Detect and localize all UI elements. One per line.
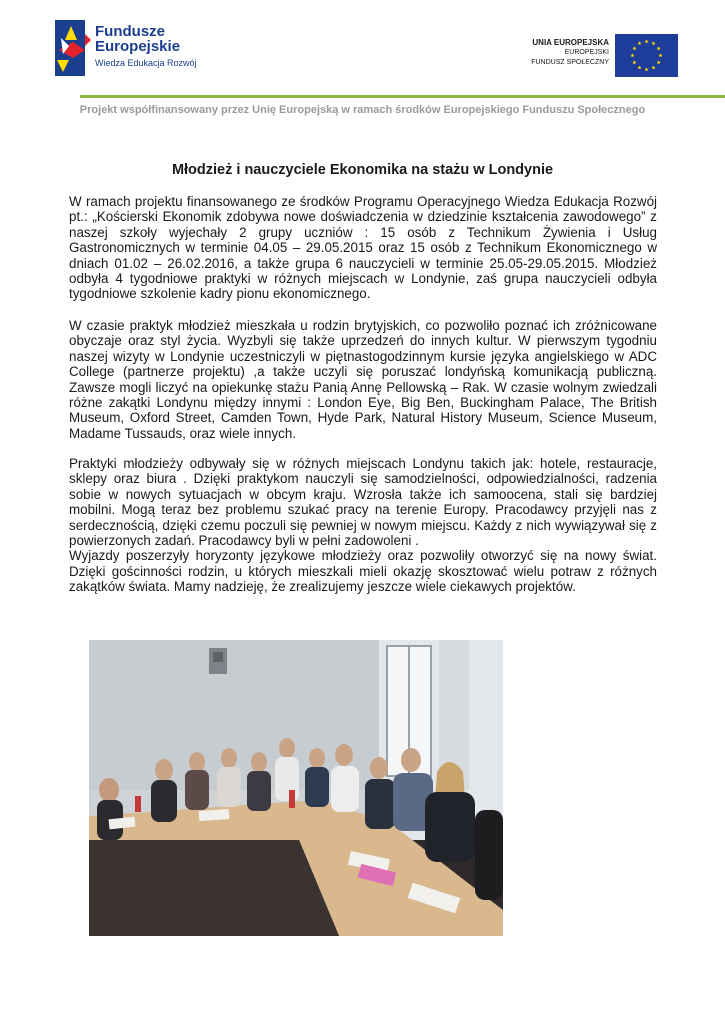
eu-line3: FUNDUSZ SPOŁECZNY: [531, 59, 609, 66]
group-photo: [89, 640, 503, 936]
fe-logo-line3: Wiedza Edukacja Rozwój: [95, 58, 197, 68]
article-paragraph-2: W czasie praktyk młodzież mieszkała u rodzin brytyjskich, co pozwoliło poznać ich zróżnicowane obyczaje oraz styl życia. Wyzbyli się także uprzedzeń do innych kultur. W pierwszym tygodniu naszej wizyty w Londynie uczestniczyli w piętnastogodzinnym kursie języka angielskiego w ADC College (partnerze projektu) ,a także uczyli się poruszać londyńską komunikacją publiczną. Zawsze mogli liczyć na opiekunkę stażu Panią Annę Pellowską – Rak. W czasie wolnym zwiedzali różne zakątki Londynu między innymi : London Eye, Big Ben, Buckingham Palace, The British Museum, Oxford Street, Camden Town, Hyde Park, Natural History Museum, Science Museum, Madame Tussauds, oraz wiele innych.: [69, 318, 657, 441]
fe-star-icon: [55, 20, 91, 76]
article-paragraph-1: W ramach projektu finansowanego ze środków Programu Operacyjnego Wiedza Edukacja Rozwój pt.: „Kościerski Ekonomik zdobywa nowe doświadczenia w dziedzinie kształcenia zawodowego” z naszej szkoły wyjechały 2 grupy uczniów : 15 osób z Technikum Żywienia i Usług Gastronomicznych w terminie 04.05 – 29.05.2015 oraz 15 osób z Technikum Ekonomicznego w dniach 01.02 – 26.02.2016, a także grupa 6 nauczycieli w terminie 25.05-29.05.2015. Młodzież odbyła 4 tygodniowe praktyki w różnych miejscach w Londynie, zaś grupa nauczycieli odbyła tygodniowe szkolenie kadry pionu ekonomicznego.: [69, 194, 657, 302]
fe-logo-line2: Europejskie: [95, 38, 181, 55]
fundusze-europejskie-logo: [55, 20, 215, 80]
eu-line1: UNIA EUROPEJSKA: [532, 38, 609, 47]
article-paragraphs-3-4: [69, 456, 657, 595]
article-paragraph-4: Wyjazdy poszerzyły horyzonty językowe młodzieży oraz pozwoliły otworzyć się na nowy świat. Dzięki gościnności rodzin, u których mieszkali mieli okazję skosztować wielu potraw z różnych zakątków świata. Mamy nadzieję, że zrealizujemy jeszcze wiele ciekawych projektów.: [69, 548, 657, 595]
header-divider: [80, 95, 725, 98]
article-title: Młodzież i nauczyciele Ekonomika na stażu w Londynie: [171, 162, 554, 178]
eu-flag-icon: [615, 34, 678, 77]
article-paragraph-3: Praktyki młodzieży odbywały się w różnych miejscach Londynu takich jak: hotele, restauracje, sklepy oraz biura . Dzięki praktykom nauczyli się samodzielności, odpowiedzialności, radzenia sobie w nowych sytuacjach w obcym kraju. Wzrosła także ich samoocena, stali się bardziej mobilni. Mogą teraz bez problemu szukać pracy na terenie Europy. Pracodawcy przyjęli nas z serdecznością, dzięki czemu poczuli się pewniej w nowym miejscu. Każdy z nich wywiązywał się z powierzonych zadań. Pracodawcy byli w pełni zadowoleni .: [69, 456, 657, 549]
classroom-photo-image: [89, 640, 503, 936]
eu-fund-label: [505, 38, 609, 68]
cofinancing-note: Projekt współfinansowany przez Unię Europejską w ramach środków Europejskiego Funduszu Społecznego: [79, 104, 646, 116]
fe-logo-line1: Fundusze: [95, 23, 165, 40]
eu-line2: EUROPEJSKI: [564, 49, 609, 56]
